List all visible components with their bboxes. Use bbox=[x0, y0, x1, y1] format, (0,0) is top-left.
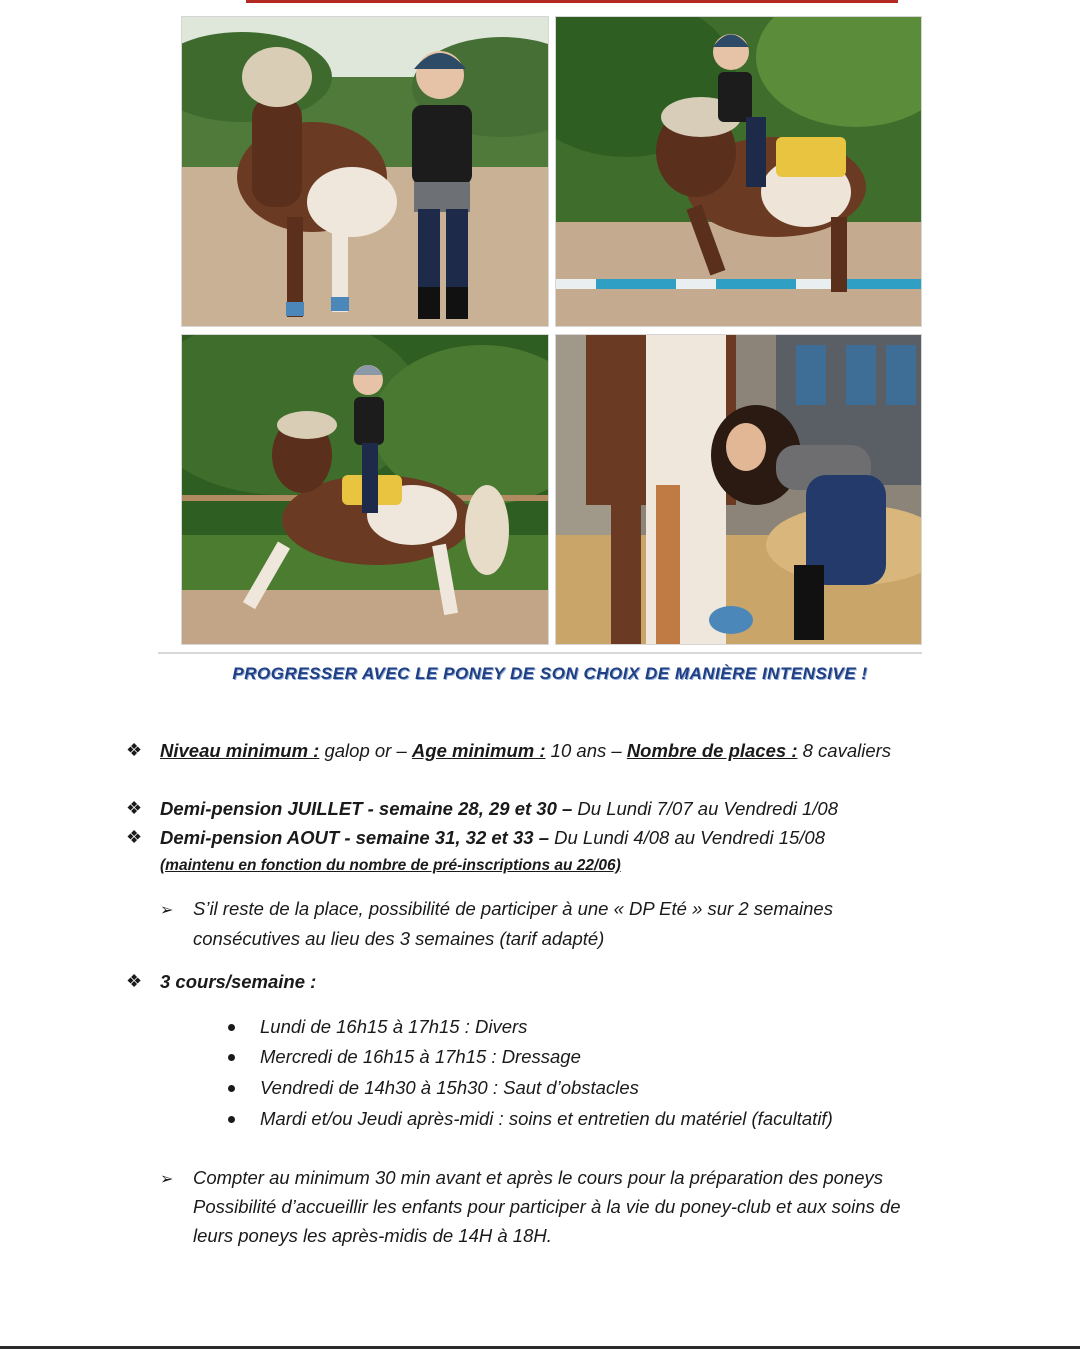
level-value: galop or – bbox=[319, 740, 412, 761]
section-divider bbox=[158, 652, 922, 654]
session-august-dates: Du Lundi 4/08 au Vendredi 15/08 bbox=[548, 827, 825, 848]
sessions-note: (maintenu en fonction du nombre de pré-inscriptions au 22/06) bbox=[160, 857, 621, 874]
diamond-bullet-icon: ❖ bbox=[126, 971, 143, 991]
session-july-dates: Du Lundi 7/07 au Vendredi 1/08 bbox=[572, 798, 839, 819]
diamond-bullet-icon: ❖ bbox=[126, 798, 143, 818]
photo-girl-cantering-pony bbox=[181, 334, 549, 645]
option-note-line2: consécutives au lieu des 3 semaines (tarif adapté) bbox=[193, 928, 605, 949]
session-july-title: Demi-pension JUILLET - semaine 28, 29 et 30 – bbox=[160, 798, 573, 819]
arrow-bullet-icon: ➢ bbox=[160, 902, 174, 919]
age-value: 10 ans – bbox=[545, 740, 627, 761]
places-label: Nombre de places : bbox=[626, 740, 798, 761]
bullet-dot-icon bbox=[228, 1024, 235, 1031]
arrow-bullet-icon: ➢ bbox=[160, 1171, 174, 1188]
photo-girl-cleaning-hoof bbox=[555, 334, 922, 645]
requirements-line bbox=[160, 740, 891, 762]
session-july bbox=[160, 798, 838, 820]
headline: PROGRESSER AVEC LE PONEY DE SON CHOIX DE MANIÈRE INTENSIVE ! bbox=[232, 664, 868, 683]
bullet-dot-icon bbox=[228, 1085, 235, 1092]
places-value: 8 cavaliers bbox=[797, 740, 892, 761]
course-item: Lundi de 16h15 à 17h15 : Divers bbox=[260, 1016, 528, 1037]
session-august bbox=[160, 827, 825, 849]
photo-girl-leading-pony bbox=[181, 16, 549, 327]
course-item: Vendredi de 14h30 à 15h30 : Saut d’obstacles bbox=[260, 1077, 639, 1098]
level-label: Niveau minimum : bbox=[160, 740, 320, 761]
courses-title bbox=[160, 971, 316, 993]
final-note-line2: Possibilité d’accueillir les enfants pour participer à la vie du poney-club et aux soins de bbox=[193, 1196, 901, 1217]
session-august-title: Demi-pension AOUT - semaine 31, 32 et 33 – bbox=[160, 827, 549, 848]
diamond-bullet-icon: ❖ bbox=[126, 740, 143, 760]
top-decorative-rule bbox=[246, 0, 898, 3]
final-note-line1: Compter au minimum 30 min avant et après le cours pour la préparation des poneys bbox=[193, 1167, 883, 1188]
photo-girl-jumping-pony bbox=[555, 16, 922, 327]
bullet-dot-icon bbox=[228, 1116, 235, 1123]
final-note-line3: leurs poneys les après-midis de 14H à 18H. bbox=[193, 1225, 552, 1246]
age-label: Age minimum : bbox=[411, 740, 546, 761]
bullet-dot-icon bbox=[228, 1054, 235, 1061]
option-note-line1: S’il reste de la place, possibilité de participer à une « DP Eté » sur 2 semaines bbox=[193, 898, 833, 919]
diamond-bullet-icon: ❖ bbox=[126, 827, 143, 847]
course-item: Mercredi de 16h15 à 17h15 : Dressage bbox=[260, 1046, 581, 1067]
courses-title-text: 3 cours/semaine : bbox=[160, 971, 317, 992]
course-item: Mardi et/ou Jeudi après-midi : soins et entretien du matériel (facultatif) bbox=[260, 1108, 833, 1129]
